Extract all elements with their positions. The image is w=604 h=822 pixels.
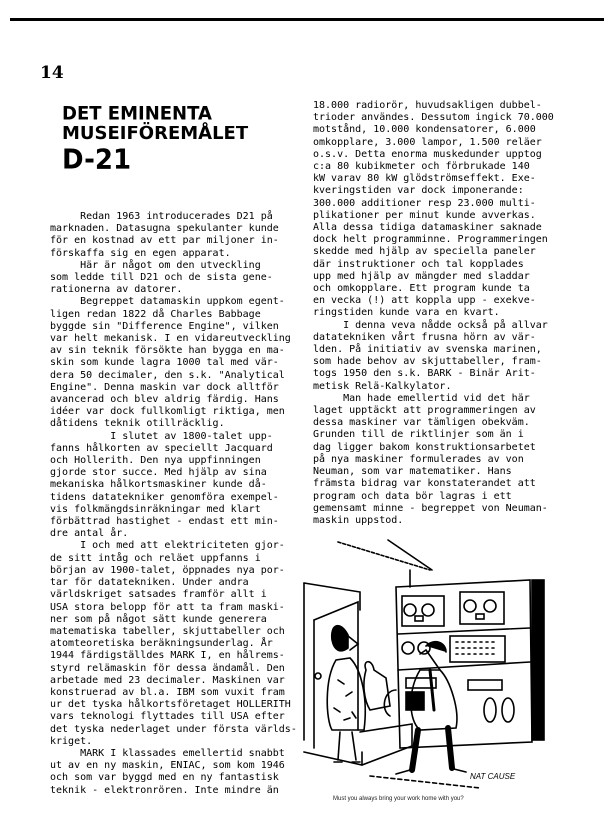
text-line: tidens datatekniker genomföra exempel- [50, 491, 279, 503]
text-line: konstruerad av bl.a. IBM som vuxit fram [50, 686, 285, 698]
cartoon-caption: Must you always bring your work home with you? [333, 796, 464, 802]
text-line: program och data bör lagras i ett [313, 490, 512, 502]
text-line: och omkopplare. Ett program kunde ta [313, 283, 530, 295]
text-line: ner som på något sätt kunde generera [50, 613, 267, 625]
text-line: var helt mekanisk. I en vidareutveckling [50, 333, 291, 345]
speech-pointer [338, 542, 430, 570]
text-line: 300.000 additioner resp 23.000 multi- [313, 197, 536, 209]
text-line: o.s.v. Detta enorma muskedunder upptog [313, 148, 542, 160]
text-line: Man hade emellertid vid det här [313, 392, 530, 404]
text-line: och som var byggd med en ny fantastisk [50, 772, 279, 784]
text-line: skedde med hjälp av speciella paneler [313, 246, 536, 258]
text-line: 18.000 radiorör, huvudsakligen dubbel- [313, 100, 542, 111]
text-line: byggde sin "Difference Engine", vilken [50, 320, 279, 332]
top-rule [10, 18, 604, 21]
text-line: ringstiden kunde vara en kvart. [313, 307, 500, 319]
text-line: gemensamt minne - begreppet von Neuman- [313, 502, 548, 514]
door-icon [304, 583, 360, 748]
text-line: avancerad och blev aldrig färdig. Hans [50, 394, 279, 406]
woman-figure [327, 626, 365, 762]
text-line: c:a 80 kubikmeter och förbrukade 140 [313, 161, 530, 173]
text-line: kriget. [50, 735, 93, 747]
text-line: omkopplare, 3.000 lampor, 1.500 reläer [313, 136, 542, 148]
text-line: fanns hålkorten av speciellt Jacquard [50, 442, 273, 454]
headline-line-1: DET EMINENTA [62, 102, 212, 125]
text-line: de sitt intåg och reläet uppfanns i [50, 552, 261, 564]
text-line: trioder användes. Dessutom ingick 70.000 [313, 112, 554, 124]
thumbs-up-hand [364, 662, 390, 710]
text-line: maskin uppstod. [313, 514, 404, 526]
article-left-column [50, 211, 297, 797]
computer-machine [396, 570, 544, 748]
headline-line-3: D-21 [62, 144, 132, 176]
text-line: Alla dessa tidiga datamaskiner saknade [313, 222, 542, 234]
text-line: dre antal år. [50, 528, 129, 540]
text-line: början av 1900-talet, öppnades nya por- [50, 564, 285, 576]
text-line: Begreppet datamaskin uppkom egent- [50, 296, 285, 308]
text-line: tar för datatekniken. Under andra [50, 577, 249, 589]
text-line: kveringstiden var dock imponerande: [313, 185, 524, 197]
text-line: plikationer per minut kunde avverkas. [313, 209, 536, 221]
text-line: dock helt programminne. Programmeringen [313, 234, 548, 246]
text-line: som hade behov av skjuttabeller, fram- [313, 356, 542, 368]
text-line: förskaffa sig en egen apparat. [50, 247, 231, 259]
text-line: upp med hjälp av mängder med sladdar [313, 270, 530, 282]
cartoon-illustration [300, 520, 580, 790]
text-line: USA stora belopp för att ta fram maski- [50, 601, 285, 613]
text-line: Neuman, som var matematiker. Hans [313, 466, 512, 478]
text-line: Här är något om den utveckling [50, 259, 261, 271]
text-line: rationerna av datorer. [50, 284, 183, 296]
text-line: atomteoretiska beräkningsunderlag. År [50, 638, 273, 650]
text-line: metisk Relä-Kalkylator. [313, 380, 452, 392]
text-line: mekaniska hålkortsmaskiner kunde då- [50, 479, 267, 491]
text-line: för en kostnad av ett par miljoner in- [50, 235, 279, 247]
text-line: marknaden. Datasugna spekulanter kunde [50, 223, 279, 235]
text-line: ut av en ny maskin, ENIAC, som kom 1946 [50, 760, 285, 772]
text-line: ur det tyska hålkortsföretaget HOLLERITH [50, 699, 291, 711]
text-line: gjorde stor succe. Med hjälp av sina [50, 467, 267, 479]
text-line: motstånd, 10.000 kondensatorer, 6.000 [313, 124, 536, 136]
text-line: dessa maskiner var tämligen obekväm. [313, 417, 530, 429]
text-line: på nya maskiner formulerades av von [313, 453, 524, 465]
text-line: MARK I klassades emellertid snabbt [50, 747, 285, 759]
text-line: laget upptäckt att programmeringen av [313, 405, 536, 417]
text-line: vis folkmängdsinräkningar med klart [50, 503, 261, 515]
text-line: lden. På initiativ av svenska marinen, [313, 344, 542, 356]
text-line: världskriget satsades framför allt i [50, 589, 267, 601]
text-line: kW varav 80 kW glödströmseffekt. Exe- [313, 173, 536, 185]
cartoon-signature: NAT CAUSE [470, 772, 516, 781]
text-line: som ledde till D21 och de sista gene- [50, 272, 273, 284]
text-line: datatekniken vårt frusna hörn av vär- [313, 331, 536, 343]
text-line: ligen redan 1822 då Charles Babbage [50, 308, 261, 320]
text-line: dera 50 decimaler, den s.k. "Analytical [50, 369, 285, 381]
text-line: dag ligger bakom konstruktionsarbetet [313, 441, 536, 453]
text-line: Grunden till de riktlinjer som än i [313, 429, 524, 441]
text-line: Engine". Denna maskin var dock alltför [50, 381, 279, 393]
text-line: förbättrad hastighet - endast ett min- [50, 516, 279, 528]
text-line: 1944 färdigställdes MARK I, en hålrems- [50, 650, 285, 662]
page-number: 14 [40, 63, 64, 83]
text-line: vars teknologi flyttades till USA efter [50, 711, 285, 723]
text-line: skin som kunde lagra 1000 tal med vär- [50, 357, 279, 369]
text-line: teknik - elektronrören. Inte mindre än [50, 784, 279, 796]
text-line: där instruktioner och tal kopplades [313, 258, 524, 270]
text-line: och Hollerith. Den nya uppfinningen [50, 455, 261, 467]
text-line: idéer var dock fullkomligt riktiga, men [50, 406, 285, 418]
text-line: arbetade med 23 decimaler. Maskinen var [50, 674, 285, 686]
text-line: I denna veva nådde också på allvar [313, 319, 548, 331]
article-right-column [313, 100, 554, 527]
text-line: togs 1950 den s.k. BARK - Binär Arit- [313, 368, 536, 380]
text-line: av sin teknik försökte han bygga en ma- [50, 345, 285, 357]
text-line: I och med att elektriciteten gjor- [50, 540, 285, 552]
text-line: det tyska nederlaget under första världs- [50, 723, 297, 735]
text-line: främsta bidrag var konstaterandet att [313, 478, 536, 490]
text-line: Redan 1963 introducerades D21 på [50, 211, 273, 222]
headline-line-2: MUSEIFÖREMÅLET [62, 122, 249, 145]
text-line: en vecka (!) att koppla upp - exekve- [313, 295, 536, 307]
text-line: matematiska tabeller, skjuttabeller och [50, 625, 285, 637]
headline [62, 104, 248, 175]
text-line: styrd relämaskin för dessa ändamål. Den [50, 662, 285, 674]
text-line: I slutet av 1800-talet upp- [50, 430, 273, 442]
text-line: dåtidens teknik otillräcklig. [50, 418, 225, 430]
